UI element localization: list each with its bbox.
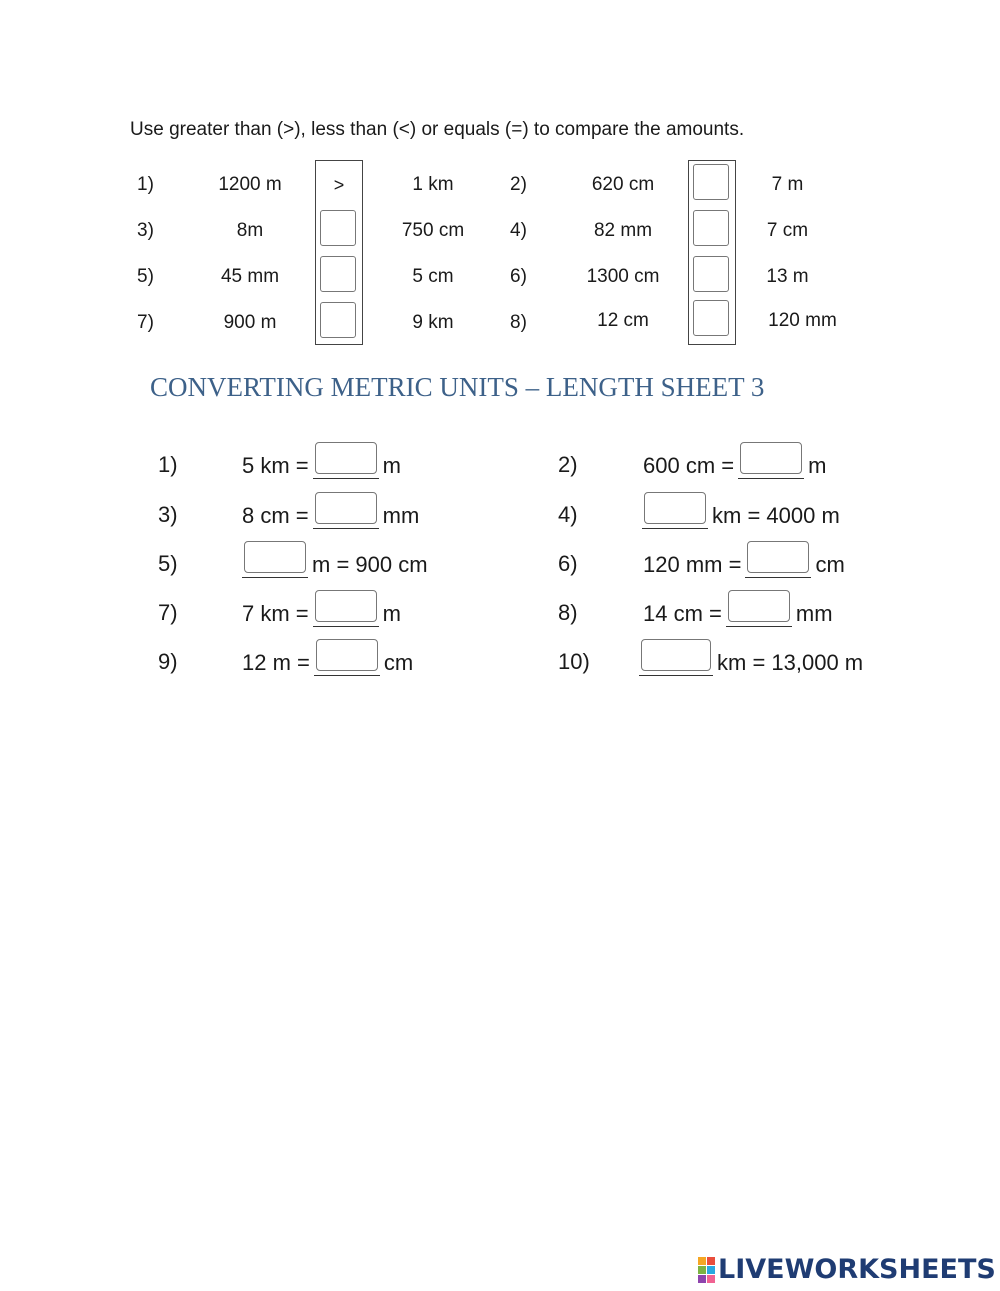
amount-a: 8m <box>236 220 264 241</box>
equation-right: cm <box>815 552 845 577</box>
amount-b: 1 km <box>412 174 454 195</box>
amount-b: 9 km <box>412 312 454 333</box>
answer-input[interactable] <box>747 541 809 573</box>
logo-square <box>707 1257 715 1265</box>
equation-right: mm <box>382 503 420 528</box>
logo-mark-icon <box>698 1257 715 1283</box>
question-number: 2) <box>558 452 578 477</box>
question-number: 5) <box>158 551 178 576</box>
equation-left: 600 cm = <box>643 453 735 478</box>
equation-left: 5 km = <box>242 453 309 478</box>
answer-box[interactable] <box>693 256 729 292</box>
conversion-equation-4 <box>638 494 840 529</box>
answer-box[interactable] <box>320 302 356 338</box>
answer-blank[interactable] <box>242 543 308 578</box>
question-number: 8) <box>510 312 527 333</box>
answer-input[interactable] <box>244 541 306 573</box>
question-number: 9) <box>158 649 178 674</box>
answer-blank[interactable] <box>642 494 708 529</box>
question-number: 3) <box>137 220 154 241</box>
equation-left: 8 cm = <box>242 503 309 528</box>
instructions: Use greater than (>), less than (<) or equals (=) to compare the amounts. <box>130 119 745 140</box>
answer-box[interactable] <box>693 210 729 246</box>
conversion-equation-7 <box>242 592 401 627</box>
answer-blank[interactable] <box>313 592 379 627</box>
answer-box[interactable]: > <box>321 167 357 203</box>
equation-right: km = 4000 m <box>712 503 840 528</box>
equation-right: m <box>382 453 401 478</box>
amount-b: 7 cm <box>766 220 809 241</box>
conversion-equation-6 <box>643 543 845 578</box>
amount-b: 750 cm <box>401 220 465 241</box>
equation-left: 120 mm = <box>643 552 742 577</box>
question-number: 4) <box>558 502 578 527</box>
conversion-equation-9 <box>242 641 413 676</box>
question-number: 7) <box>158 600 178 625</box>
answer-input[interactable] <box>315 492 377 524</box>
answer-box[interactable] <box>693 300 729 336</box>
equation-right: cm <box>383 650 414 675</box>
equation-right: km = 13,000 m <box>717 650 864 675</box>
answer-blank[interactable] <box>639 641 713 676</box>
equation-right: mm <box>795 601 833 626</box>
question-number: 6) <box>558 551 578 576</box>
conversion-equation-2 <box>643 444 826 479</box>
answer-blank[interactable] <box>314 641 380 676</box>
answer-blank[interactable] <box>738 444 804 479</box>
amount-b: 5 cm <box>412 266 454 287</box>
answer-input[interactable] <box>315 442 377 474</box>
logo-square <box>707 1275 715 1283</box>
question-number: 6) <box>510 266 527 287</box>
answer-box[interactable] <box>693 164 729 200</box>
amount-a: 620 cm <box>591 174 655 195</box>
question-number: 1) <box>137 174 154 195</box>
conversion-equation-8 <box>643 592 833 627</box>
logo-square <box>698 1266 706 1274</box>
question-number: 3) <box>158 502 178 527</box>
amount-a: 1200 m <box>218 174 282 195</box>
conversion-equation-1 <box>242 444 401 479</box>
logo-square <box>698 1275 706 1283</box>
logo-square <box>698 1257 706 1265</box>
liveworksheets-logo[interactable] <box>698 1254 996 1285</box>
question-number: 10) <box>558 649 590 674</box>
amount-b: 7 m <box>771 174 804 195</box>
equation-right: m <box>382 601 401 626</box>
answer-box[interactable] <box>320 256 356 292</box>
amount-a: 900 m <box>223 312 277 333</box>
answer-input[interactable] <box>644 492 706 524</box>
answer-blank[interactable] <box>745 543 811 578</box>
conversion-equation-3 <box>242 494 419 529</box>
equation-right: m <box>808 453 827 478</box>
equation-left: 7 km = <box>242 601 309 626</box>
amount-a: 12 cm <box>597 310 649 331</box>
equation-left: 12 m = <box>242 650 310 675</box>
conversion-equation-5 <box>238 543 428 578</box>
logo-text: LIVEWORKSHEETS <box>718 1254 996 1285</box>
answer-blank[interactable] <box>726 592 792 627</box>
question-number: 5) <box>137 266 154 287</box>
answer-input[interactable] <box>315 590 377 622</box>
equation-left: 14 cm = <box>643 601 722 626</box>
section-title: CONVERTING METRIC UNITS – LENGTH SHEET 3 <box>150 372 765 402</box>
equation-right: m = 900 cm <box>312 552 428 577</box>
amount-a: 82 mm <box>593 220 653 241</box>
answer-input[interactable] <box>316 639 378 671</box>
answer-blank[interactable] <box>313 444 379 479</box>
amount-a: 45 mm <box>220 266 280 287</box>
answer-blank[interactable] <box>313 494 379 529</box>
answer-input[interactable] <box>740 442 802 474</box>
answer-input[interactable] <box>641 639 711 671</box>
amount-a: 1300 cm <box>586 266 660 287</box>
amount-b: 120 mm <box>768 310 837 331</box>
logo-square <box>707 1266 715 1274</box>
question-number: 7) <box>137 312 154 333</box>
conversion-equation-10 <box>635 641 863 676</box>
answer-box[interactable] <box>320 210 356 246</box>
answer-input[interactable] <box>728 590 790 622</box>
question-number: 2) <box>510 174 527 195</box>
question-number: 8) <box>558 600 578 625</box>
amount-b: 13 m <box>766 266 809 287</box>
question-number: 4) <box>510 220 527 241</box>
question-number: 1) <box>158 452 178 477</box>
